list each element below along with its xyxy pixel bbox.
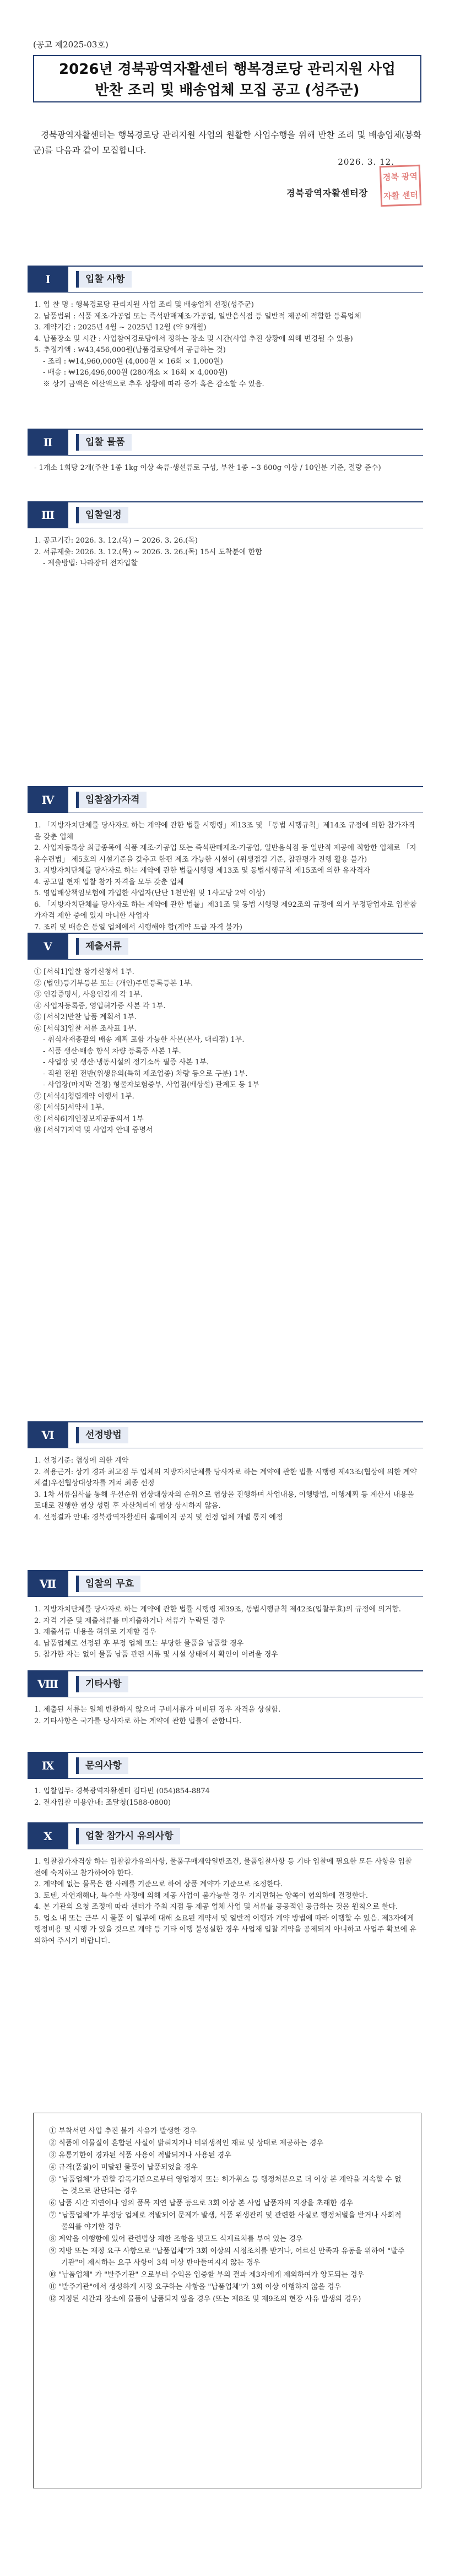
announcement-title [33, 55, 421, 102]
section-line: 2. 자격 기준 및 제출서류를 미제출하거나 서류가 누락된 경우 [34, 1616, 225, 1625]
section-body-4 [34, 820, 420, 933]
section-line: 3. 1차 서류심사를 통해 우선순위 협상대상자의 순위으로 협상을 진행하며 사업내용, 이행방법, 이행계획 등 계산서 내용을 토대로 진행한 협상 성립 후 자산처리에 협상 상시하지 않음. [34, 1490, 414, 1510]
section-header-3 [28, 501, 423, 528]
section-line: ⑧ [서식5]서약서 1부. [34, 1103, 105, 1112]
notice-item: ⑥ 납품 시간 지연이나 임의 품목 지연 납품 등으로 3회 이상 본 사업 납품자의 지장을 초래한 경우 [49, 2199, 354, 2207]
notice-item: ⑧ 계약을 이행함에 있어 관련법상 제한 조항을 벗고도 식재료처를 부여 있는 경우 [49, 2235, 303, 2243]
section-title: 입찰참가자격 [76, 792, 147, 808]
section-header-8 [28, 1670, 423, 1697]
section-title: 입찰 사항 [76, 271, 132, 288]
notice-item: ⑫ 지정된 시간과 장소에 물품이 납품되지 않을 경우 (또는 제8조 및 제9조의 현장 사유 발생의 경우) [49, 2295, 361, 2303]
section-body-7 [34, 1604, 420, 1661]
section-line: 3. 계약기간 : 2025년 4월 ~ 2025년 12월 (약 9개월) [34, 323, 207, 332]
section-line: ① [서식1]입찰 참가신청서 1부. [34, 968, 134, 976]
section-line: 7. 조리 및 배송은 동일 업체에서 시행해야 함(계약 도급 자격 불가) [34, 923, 242, 932]
section-line: 1. 지방자치단체를 당사자로 하는 계약에 관한 법률 시행령 제39조, 동법시행규칙 제42조(입찰무효)의 규정에 의거함. [34, 1605, 402, 1614]
title-line-1: 2026년 경북광역자활센터 행복경로당 관리지원 사업 [59, 61, 396, 78]
section-line: - 배송 : ₩126,496,000원 (280개소 × 16회 × 4,000원) [43, 369, 228, 377]
section-header-7 [28, 1570, 423, 1597]
section-line: 1. 선정기준: 협상에 의한 계약 [34, 1457, 129, 1465]
section-line: ⑤ [서식2]반찬 납품 계획서 1부. [34, 1013, 137, 1021]
section-line: 4. 본 기관의 요청 조정에 따라 센터가 주최 지점 등 제공 업체 사업 및 서류를 공공적인 공급하는 것을 원칙으로 한다. [34, 1903, 398, 1911]
section-line: 4. 납품업체로 선정된 후 부정 업체 또는 부당한 물품을 납품할 경우 [34, 1639, 244, 1648]
intro-paragraph: 경북광역자활센터는 행복경로당 관리지원 사업의 원활한 사업수행을 위해 반찬 조리 및 배송업체(봉화군)를 다음과 같이 모집합니다. [33, 129, 421, 155]
section-number: Ⅱ [28, 430, 68, 455]
section-number: Ⅲ [28, 502, 68, 528]
section-body-10 [34, 1857, 420, 1947]
section-line: 2. 전자입찰 이용안내: 조달청(1588-0800) [34, 1798, 171, 1807]
section-header-4 [28, 786, 423, 813]
section-line: - 취식자재총괄의 배송 계획 포함 가능한 사본(본사, 대리점) 1부. [43, 1036, 245, 1044]
section-line: 2. 기타사항은 국가를 당사자로 하는 계약에 관한 법률에 준함니다. [34, 1717, 242, 1725]
section-line: 5. 참가한 자는 없어 물품 납품 관련 서류 및 시설 상태에서 확인이 어려울 경우 [34, 1650, 278, 1659]
section-body-2 [34, 463, 420, 474]
section-header-2 [28, 429, 423, 456]
seal-char: 광역 [401, 171, 418, 182]
official-seal-stamp [380, 165, 422, 207]
section-line: 2. 사업자등록상 최급종목에 식품 제조·가공업 또는 즉석판매제조·가공업, 일반음식점 등 일반적 제공에 적합한 업체로 「자유수련법」 제5호의 시설기준을 갖추고 한편 제조 가능한 시설이 (위생점검 기준, 참관평가 진행 활용 불가) [34, 844, 417, 864]
section-title: 제출서류 [76, 938, 128, 955]
section-line: 4. 납품장소 및 시간 : 사업참여경로당에서 정하는 장소 및 시간(사업 추진 상황에 의해 변경될 수 있음) [34, 334, 353, 343]
section-line: - 1개소 1회당 2개(주찬 1종 1kg 이상 속류·생선류로 구성, 부찬 1종 ~3 600g 이상 / 10인분 기준, 절량 준수) [34, 464, 381, 472]
section-line: 2. 서류제출: 2026. 3. 12.(목) ~ 2026. 3. 26.(목) 15시 도착분에 한함 [34, 548, 262, 556]
section-line: 1. 입찰참가자격상 하는 입찰참가유의사항, 물품구매계약일반조건, 물품입찰사항 등 기타 입찰에 필요한 모든 사항을 입찰 전에 숙지하고 참가하여야 한다. [34, 1858, 412, 1877]
section-line: 1. 공고기간: 2026. 3. 12.(목) ~ 2026. 3. 26.(목) [34, 537, 198, 545]
section-title: 선정방법 [76, 1427, 128, 1443]
section-header-1 [28, 266, 423, 293]
section-line: 3. 지방자치단체를 당사자로 하는 계약에 관한 법률시행령 제13조 및 동법시행규칙 제15조에 의한 유자격자 [34, 867, 370, 875]
section-header-9 [28, 1752, 423, 1779]
section-line: - 직원 전원 전반(위생유의(특히 제조업종) 차량 등으로 구분) 1부. [43, 1069, 248, 1078]
section-line: 2. 적용근거: 상기 경과 최고점 두 업체의 지방자치단체를 당사자로 하는 계약에 관한 법률 시행령 제43조(협상에 의한 계약체결)우선협상대상자를 거쳐 최종 선정 [34, 1468, 417, 1487]
section-body-6 [34, 1455, 420, 1523]
section-title: 입찰 물품 [76, 434, 132, 451]
section-number: Ⅷ [28, 1671, 68, 1697]
section-line: 3. 제출서류 내용을 허위로 기재할 경우 [34, 1628, 156, 1636]
section-line: 1. 「지방자치단체를 당사자로 하는 계약에 관한 법률 시행령」제13조 및 「동법 시행규칙」제14조 규정에 의한 참가자격을 갖춘 업체 [34, 821, 415, 841]
section-line: 1. 입 찰 명 : 행복경로당 관리지원 사업 조리 및 배송업체 선정(성주군) [34, 301, 254, 309]
section-line: ⑨ [서식6]개인정보제공동의서 1부 [34, 1114, 144, 1123]
section-line: 3. 토텐, 자연재해나, 특수한 사정에 의해 제공 사업이 불가능한 경우 기지면허는 양쪽이 협의하에 결정한다. [34, 1891, 368, 1900]
section-line: 2. 계약에 없는 물목은 한 사례를 기준으로 하여 상품 계약가 기준으로 조정한다. [34, 1880, 283, 1888]
section-line: - 식품 생산·배송 향식 차량 등록증 사본 1부. [43, 1047, 181, 1056]
notice-item: ⑩ "납품업체" 가 "발주기관" 으로부터 수익을 입증할 부의 결과 제3자에게 제외하여가 양도되는 경우 [49, 2271, 364, 2279]
section-line: 5. 영업배상책임보험에 가입한 사업자(단단 1천만원 및 1사고당 2억 이상) [34, 889, 266, 897]
document-number: (공고 제2025-03호) [33, 40, 109, 50]
section-body-9 [34, 1786, 420, 1809]
section-number: Ⅰ [28, 267, 68, 292]
section-line: - 제출방법: 나라장터 전자입찰 [43, 559, 138, 567]
section-line: ② (법인)등기부등본 또는 (개인)주민등록등본 1부. [34, 979, 193, 988]
section-line: 5. 업소 내 또는 근무 시 물품 이 일부에 대해 소요된 계약서 및 일반적 이행과 계약 방법에 따라 이행할 수 있음. 제3자에게 행정비용 및 시행 가 있을 것으로 계약 등 기타 이행 불성실한 경우 사업재 입찰 계약을 공제되지 아니하고 사업주 확보에 유의하여 주시기 바랍니다. [34, 1914, 416, 1945]
section-header-10 [28, 1822, 423, 1849]
section-number: Ⅹ [28, 1823, 68, 1849]
section-line: - 조리 : ₩14,960,000원 (4,000원 × 16회 × 1,000원) [43, 357, 223, 366]
section-line: 1. 제출된 서류는 일체 반환하지 않으며 구비서류가 미비된 경우 자격을 상실함. [34, 1706, 281, 1714]
section-line: ⑦ [서식4]청렴계약 이행서 1부. [34, 1092, 134, 1101]
section-line: 4. 선정결과 안내: 경북광역자활센터 홈페이지 공지 및 선정 업체 개별 통지 예정 [34, 1513, 283, 1522]
section-number: Ⅸ [28, 1753, 68, 1778]
section-number: Ⅳ [28, 787, 68, 813]
section-header-6 [28, 1421, 423, 1448]
section-line: 2. 납품범위 : 식품 제조·가공업 또는 즉석판매제조·가공업, 일반음식점 등 일반적 제공에 적합한 등록업체 [34, 312, 361, 321]
section-header-5 [28, 933, 423, 960]
termination-conditions-box [33, 2113, 421, 2488]
section-line: 1. 입찰업무: 경북광역자활센터 김다빈 (054)854-8874 [34, 1787, 210, 1795]
section-line: ※ 상기 금액은 예산액으로 추후 상황에 따라 증가 혹은 감소할 수 있음. [43, 380, 264, 388]
seal-char: 경북 [382, 171, 399, 182]
section-title: 업찰 참가시 유의사항 [76, 1828, 180, 1844]
section-body-5 [34, 967, 420, 1137]
notice-item: ⑨ 지방 또는 재정 요구 사항으로 "납품업체"가 3회 이상의 시정조치를 받거나, 어르신 만족과 유동을 위하여 "발주기관"이 제시하는 요구 사항이 3회 이상 반아들여지지 않는 경우 [49, 2247, 405, 2267]
section-title: 입찰의 무효 [76, 1576, 140, 1592]
section-line: ⑥ [서식3]입찰 서류 조사표 1부. [34, 1024, 137, 1033]
section-body-8 [34, 1704, 420, 1727]
section-body-3 [34, 535, 420, 570]
section-line: ④ 사업자등록증, 영업허가증 사본 각 1부. [34, 1002, 166, 1010]
section-line: 4. 공고일 현재 입찰 참가 자격을 모두 갖춘 업체 [34, 878, 184, 886]
section-line: 5. 추정가액 : ₩43,456,000원(납품경로당에서 공급하는 것) [34, 346, 226, 354]
notice-item: ② 식품에 이물질이 혼합된 사실이 밝혀지거나 비위생적인 재료 및 상태로 제공하는 경우 [49, 2139, 323, 2147]
section-title: 문의사항 [76, 1757, 128, 1774]
notice-item: ⑪ "발주기관"에서 생성하게 시정 요구하는 사항을 "납품업체"가 3회 이상 이행하지 않을 경우 [49, 2283, 342, 2291]
seal-char: 센터 [402, 190, 419, 201]
seal-char: 자활 [383, 190, 400, 201]
notice-item: ③ 유통기한이 경과된 식품 사용이 적발되거나 사용된 경우 [49, 2151, 231, 2160]
section-number: Ⅴ [28, 934, 68, 959]
section-line: - 사업장(마지막 결정) 형물자보험증부, 사업점(배상설) 관계도 등 1부 [43, 1081, 259, 1089]
notice-item: ④ 규격(품질)이 미달된 물품이 납품되었을 경우 [49, 2163, 198, 2172]
section-line: ③ 인감증명서, 사용인감계 각 1부. [34, 991, 143, 999]
announcement-date: 2026. 3. 12. [338, 157, 394, 167]
notice-item: ⑤ "납품업체"가 관할 감독기관으로부터 영업정지 또는 허가취소 등 행정처분으로 더 이상 본 계약을 지속할 수 없는 것으로 판단되는 경우 [49, 2175, 402, 2195]
title-line-2: 반찬 조리 및 배송업체 모집 공고 (성주군) [95, 82, 360, 99]
section-number: Ⅶ [28, 1571, 68, 1597]
notice-item: ⑦ "납품업체"가 부정당 업체로 적발되어 문제가 발생, 식품 위생관리 및 관련한 사실로 행정처벌을 받거나 사회적 물의를 야기한 경우 [49, 2211, 402, 2231]
organization-name: 경북광역자활센터장 [286, 188, 369, 198]
section-number: Ⅵ [28, 1422, 68, 1448]
section-line: - 사업장 및 생산·냉동시설의 정기소독 필증 사본 1부. [43, 1058, 209, 1067]
section-line: 6. 「지방자치단체를 당사자로 하는 계약에 관한 법률」제31조 및 동법 시행령 제92조의 규정에 의거 부정당업자로 입찰참가자격 제한 중에 있지 아니한 사업자 [34, 900, 417, 920]
section-body-1 [34, 300, 420, 390]
notice-item: ① 부착서면 사업 추진 불가 사유가 발생한 경우 [49, 2127, 197, 2135]
section-line: ⑩ [서식7]지역 및 사업자 안내 증명서 [34, 1126, 153, 1134]
section-title: 기타사항 [76, 1676, 128, 1692]
section-title: 입찰일정 [76, 507, 128, 523]
